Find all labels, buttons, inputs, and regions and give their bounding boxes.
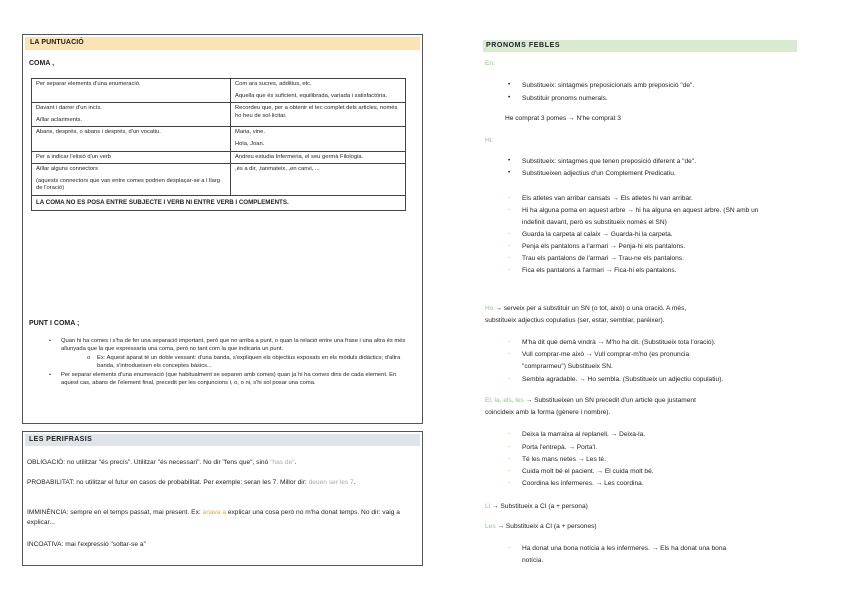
bullet-icon: • (508, 94, 511, 101)
ho-paragraph: Ho → serveix per a substituir un SN (o tot, això) o una oració. A més, (485, 305, 687, 312)
list-item: Substitueix: sintagmes preposicionals amb preposició "de". (522, 82, 695, 89)
puntuacio-title: LA PUNTUACIÓ (30, 39, 84, 46)
list-item: Coordina les infermeres. → Les coordina. (522, 480, 644, 487)
table-cell: Per separar elements d'una enumeració. (36, 81, 141, 87)
dash-icon: - (508, 375, 511, 382)
list-item: • Per separar elements d'una enumeració (que habitualment se separen amb comes) quan ja hi ha comes dins de cada element. En aquest cas, abans de l'element final, precedit per les conjuncions i, o, o ni, s'hi sol posar una coma. (49, 372, 397, 386)
puntuacio-header (25, 37, 420, 50)
en-label: En: (485, 60, 495, 67)
dash-icon: - (508, 455, 511, 462)
dash-icon: - (508, 242, 511, 249)
table-cell: ,és a dir, ,tanmateix, ,en canvi, ... (235, 166, 320, 173)
list-item: Sembla agradable. → Ho sembla. (Substitueix un adjectiu copulatiu). (522, 376, 724, 383)
table-footer-row (32, 195, 406, 210)
dash-icon: - (508, 350, 511, 357)
pronoms-title: PRONOMS FEBLES (486, 42, 561, 49)
list-item: Substitueix: sintagmes que tenen preposició diferent a "de". (522, 158, 697, 165)
table-row (32, 151, 406, 164)
table-cell: Andreu estudia Infermeria, el seu germà Filologia. (235, 153, 364, 160)
list-item: M'ha dit que demà vindrà → M'ho ha dit. (Substitueix tota l'oració). (522, 339, 716, 346)
dash-icon: - (508, 266, 511, 273)
li-paragraph: Li → Substitueix a CI (a + persona) (485, 503, 588, 510)
list-item: Els atletes van arribar cansats → Els atletes hi van arribar. (522, 195, 693, 202)
list-item: Deixa la marraixa al replanell. → Deixa-la. (522, 431, 646, 438)
ho-paragraph-line2: substitueix adjectius copulatius (ser, estar, semblar, paréixer). (485, 317, 665, 324)
table-row (32, 79, 406, 103)
perifrasis-header (25, 434, 420, 446)
dash-icon: - (508, 544, 511, 551)
circle-bullet-icon: o (87, 355, 91, 362)
table-cell: Aïllar alguns connectors (36, 166, 98, 173)
table-cell: Abans, després, o abans i després, d'un vocatiu. (36, 129, 161, 136)
pronoms-header (483, 40, 797, 52)
table-cell: Aquella que és suficient, equilibrada, variada i satisfactòria. (235, 92, 388, 99)
obligacio-paragraph: OBLIGACIÓ: no utilitzar "és precís". Utilitzar "és necessari". No dir "fens que", sinó "has de". (27, 459, 297, 466)
list-item: Cuida molt bé el pacient. → El cuida molt bé. (522, 468, 654, 475)
perifrasis-title: LES PERIFRASIS (29, 436, 93, 443)
table-cell: Recordeu que, per a obtenir el tec complet dels articles, només ho heu de sol·licitar. (235, 105, 398, 119)
coma-table (31, 78, 406, 211)
en-example: He comprat 3 pomes → N'he comprat 3 (505, 115, 621, 122)
imminencia-paragraph: IMMINÈNCIA: sempre en el temps passat, mai present. Ex: anava a explicar una cosa però no m'ha donat temps. No dir: vaig a explicar... (27, 509, 400, 526)
list-item: Guarda la carpeta al calaix → Guarda-hi la carpeta. (522, 231, 673, 238)
list-item: • Quan hi ha comes i s'ha de fer una separació important, però que no arriba a punt, o quan la relació entre una frase i una altra és més allunyada que la que expressaria una coma, però no tant com la que indicaria un punt. (49, 338, 406, 352)
table-cell: Maria, vine. (235, 129, 265, 136)
table-cell: Davant i darrer d'un incís. (36, 105, 102, 112)
bullet-icon: • (508, 157, 511, 164)
dash-icon: - (508, 254, 511, 261)
dash-icon: - (508, 479, 511, 486)
puntuacio-card (22, 34, 423, 424)
list-item: Hi ha alguna poma en aquest arbre → hi ha alguna en aquest arbre. (SN amb un (522, 207, 759, 214)
dash-icon: - (508, 443, 511, 450)
el-la-paragraph: El, la, els, les → Substitueixen un SN precedit d'un article que justament (485, 397, 696, 404)
table-cell: Com ara sucres, additius, etc. (235, 81, 312, 87)
table-cell: Per a indicar l'elisió d'un verb (36, 153, 112, 160)
punt-coma-title: PUNT I COMA ; (29, 320, 80, 327)
list-item: Fica els pantalons a l'armari → Fica-hi els pantalons. (522, 267, 677, 274)
les-paragraph: Les → Substitueix a CI (a + persones) (485, 523, 597, 530)
list-item: Substitueixen adjectius d'un Complement Predicatiu. (522, 170, 676, 177)
list-item: Té les mans netes → Les té. (522, 456, 606, 463)
el-la-paragraph-line2: coincideix amb la forma (gènere i nombre). (485, 409, 611, 416)
list-item: Trau els pantalons de l'armari → Trau-ne els pantalons. (522, 255, 684, 262)
dash-icon: - (508, 230, 511, 237)
list-item: indefinit davant, però es substitueix només el SN) (522, 219, 667, 226)
probabilitat-paragraph: PROBABILITAT: no utilitzar el futur en casos de probabilitat. Per exemple: seran les 7. Millor dir: deuen ser les 7. (27, 479, 356, 486)
punt-coma-list (31, 338, 415, 390)
bullet-icon: • (508, 169, 511, 176)
list-item: notícia. (522, 557, 544, 564)
dash-icon: - (508, 467, 511, 474)
list-item: Vull comprar-me això → Vull comprar-m'ho (es pronuncia (522, 351, 690, 358)
bullet-icon: • (508, 81, 511, 88)
incoativa-paragraph: INCOATIVA: mai l'expressió "soltar-se a" (27, 541, 146, 548)
table-row (32, 103, 406, 127)
table-footer: LA COMA NO ES POSA ENTRE SUBJECTE I VERB NI ENTRE VERB I COMPLEMENTS. (32, 195, 406, 210)
list-item: "comprarmeu") Substitueix SN. (522, 363, 613, 370)
dash-icon: - (508, 194, 511, 201)
dash-icon: - (508, 206, 511, 213)
list-item: Substituir pronoms numerals. (522, 95, 608, 102)
table-cell: Hola, Joan. (235, 140, 265, 147)
list-item: Ha donat una bona notícia a les infermeres. → Els ha donat una bona (522, 545, 727, 552)
hi-label: Hi: (485, 137, 494, 144)
list-item: o Ex: Aquest aparat té un doble vessant: d'una banda, s'expliquen els objectius exposats en els mòduls didàctics; d'altra banda, s'introdueixen els conceptes bàsics... (87, 355, 401, 369)
perifrasis-card (22, 431, 423, 566)
table-cell: (aquests connectors que van entre comes podrien desplaçar-se a l llarg de l'oració) (36, 177, 220, 192)
dash-icon: - (508, 430, 511, 437)
list-item: Porta l'entrepà. → Porta'l. (522, 444, 598, 451)
table-cell: Aïllar aclariments. (36, 116, 83, 123)
bullet-icon: • (49, 372, 52, 379)
table-row (32, 127, 406, 151)
coma-title: COMA , (29, 60, 55, 67)
bullet-icon: • (49, 338, 52, 344)
table-row (32, 164, 406, 196)
dash-icon: - (508, 338, 511, 345)
list-item: Penja els pantalons a l'armari → Penja-hi els pantalons. (522, 243, 686, 250)
